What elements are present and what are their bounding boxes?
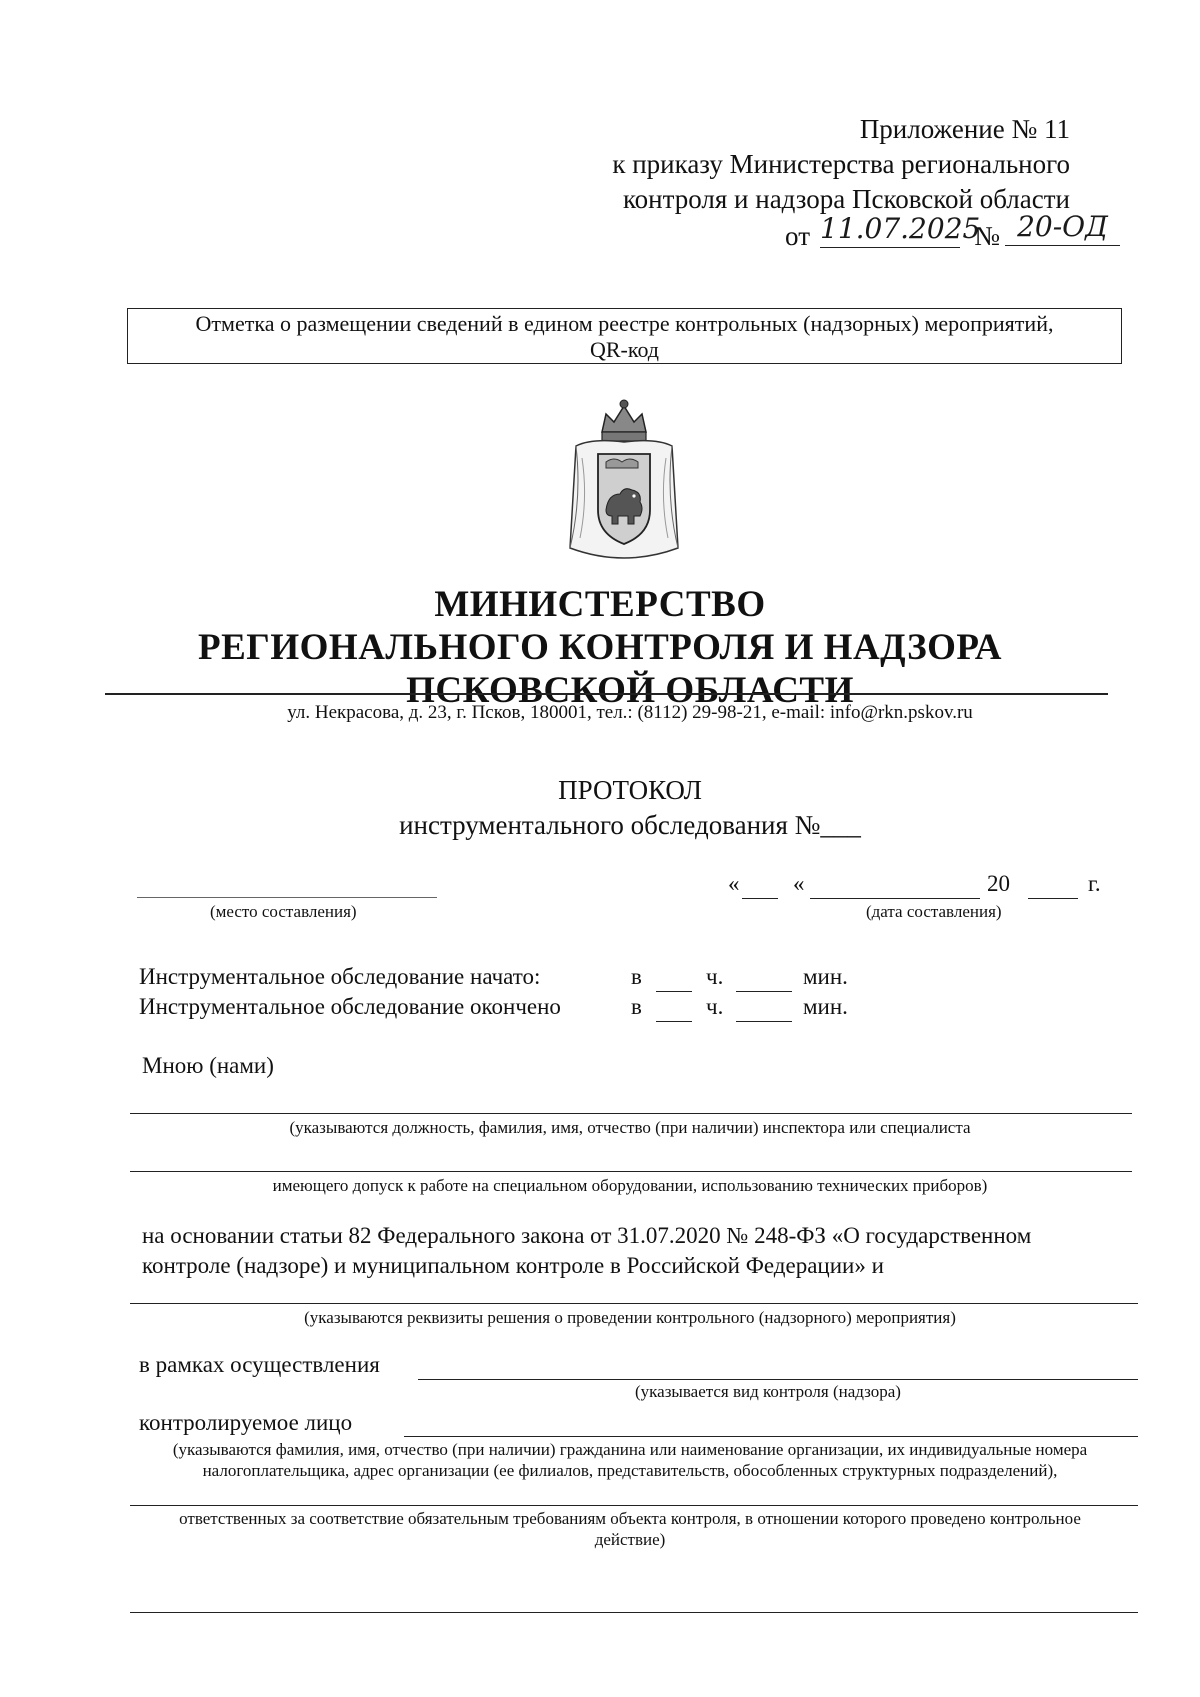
annex-title: Приложение № 11 (859, 114, 1070, 144)
controlled-line3 (130, 1612, 1138, 1613)
protocol-title: ПРОТОКОЛ (558, 775, 702, 805)
basis-caption: (указываются реквизиты решения о проведении контрольного (надзорного) мероприятия) (304, 1308, 956, 1327)
date-month-line (810, 898, 980, 899)
by-us-caption1: (указываются должность, фамилия, имя, отчество (при наличии) инспектора или специалиста (289, 1118, 971, 1137)
date-caption: (дата составления) (866, 902, 1002, 921)
time-start-at: в (631, 964, 642, 989)
annex-date-prefix: от (785, 221, 810, 251)
by-us-line1 (130, 1113, 1132, 1114)
time-start-hours-line (656, 991, 692, 992)
controlled-line2 (130, 1505, 1138, 1506)
annex-date-value: 11.07.2025 (820, 211, 960, 248)
date-quote-second: « (793, 871, 805, 896)
annex-number-value: 20-ОД (1005, 209, 1120, 246)
ministry-name-line3: ПСКОВСКОЙ ОБЛАСТИ (406, 670, 854, 711)
by-us-caption2: имеющего допуск к работе на специальном оборудовании, использованию технических приборов) (272, 1176, 988, 1195)
time-end-at: в (631, 994, 642, 1019)
annex-order-ref: к приказу Министерства регионального (612, 149, 1070, 179)
time-end-hours: ч. (706, 994, 724, 1019)
basis-line2: контроле (надзоре) и муниципальном контроле в Российской Федерации» и (142, 1253, 884, 1278)
ministry-address: ул. Некрасова, д. 23, г. Псков, 180001, тел.: (8112) 29-98-21, e-mail: info@rkn.pskov.ru (287, 702, 973, 723)
time-start-min-line (736, 991, 792, 992)
time-start-label: Инструментальное обследование начато: (139, 964, 541, 989)
ministry-divider (105, 693, 1108, 695)
registry-mark-text: Отметка о размещении сведений в едином реестре контрольных (надзорных) мероприятий, (195, 311, 1054, 336)
time-end-hours-line (656, 1021, 692, 1022)
time-start-hours: ч. (706, 964, 724, 989)
basis-line (130, 1303, 1138, 1304)
protocol-subtitle: инструментального обследования №___ (399, 810, 861, 840)
ministry-name-line2: РЕГИОНАЛЬНОГО КОНТРОЛЯ И НАДЗОРА (198, 627, 1002, 668)
annex-date-row (612, 210, 1108, 255)
controlled-caption1: (указываются фамилия, имя, отчество (при наличии) гражданина или наименование организации, их индивидуальные номера (172, 1440, 1088, 1459)
basis-line1: на основании статьи 82 Федерального закона от 31.07.2020 № 248-ФЗ «О государственном (142, 1223, 1032, 1248)
annex-number-prefix: № (974, 221, 1000, 251)
coat-of-arms-icon (562, 398, 686, 561)
framework-label: в рамках осуществления (139, 1352, 380, 1377)
annex-ministry: контроля и надзора Псковской области (622, 184, 1070, 214)
time-start-minutes: мин. (803, 964, 848, 989)
by-us-label: Мною (нами) (142, 1053, 274, 1078)
date-quote-open: « (728, 871, 740, 896)
date-year-prefix: 20 (987, 871, 1010, 896)
controlled-caption3: ответственных за соответствие обязательным требованиям объекта контроля, в отношении которого проведено контрольное (179, 1509, 1081, 1528)
time-end-label: Инструментальное обследование окончено (139, 994, 561, 1019)
controlled-line (404, 1436, 1138, 1437)
registry-mark-box (127, 308, 1122, 364)
date-year-suffix: г. (1088, 871, 1101, 896)
date-day-line (742, 898, 778, 899)
date-year-line (1028, 898, 1078, 899)
framework-line (418, 1379, 1138, 1380)
controlled-label: контролируемое лицо (139, 1410, 353, 1435)
by-us-line2 (130, 1171, 1132, 1172)
registry-qr-label: QR-код (589, 337, 660, 362)
framework-caption: (указывается вид контроля (надзора) (635, 1382, 901, 1401)
annex-block (612, 112, 1108, 255)
controlled-caption4: действие) (594, 1530, 666, 1549)
ministry-name-line1: МИНИСТЕРСТВО (434, 584, 766, 625)
place-caption: (место составления) (210, 902, 357, 921)
controlled-caption2: налогоплательщика, адрес организации (ее филиалов, представительств, обособленных структурных подразделений), (202, 1461, 1058, 1480)
time-end-min-line (736, 1021, 792, 1022)
time-end-minutes: мин. (803, 994, 848, 1019)
place-line (137, 897, 437, 898)
